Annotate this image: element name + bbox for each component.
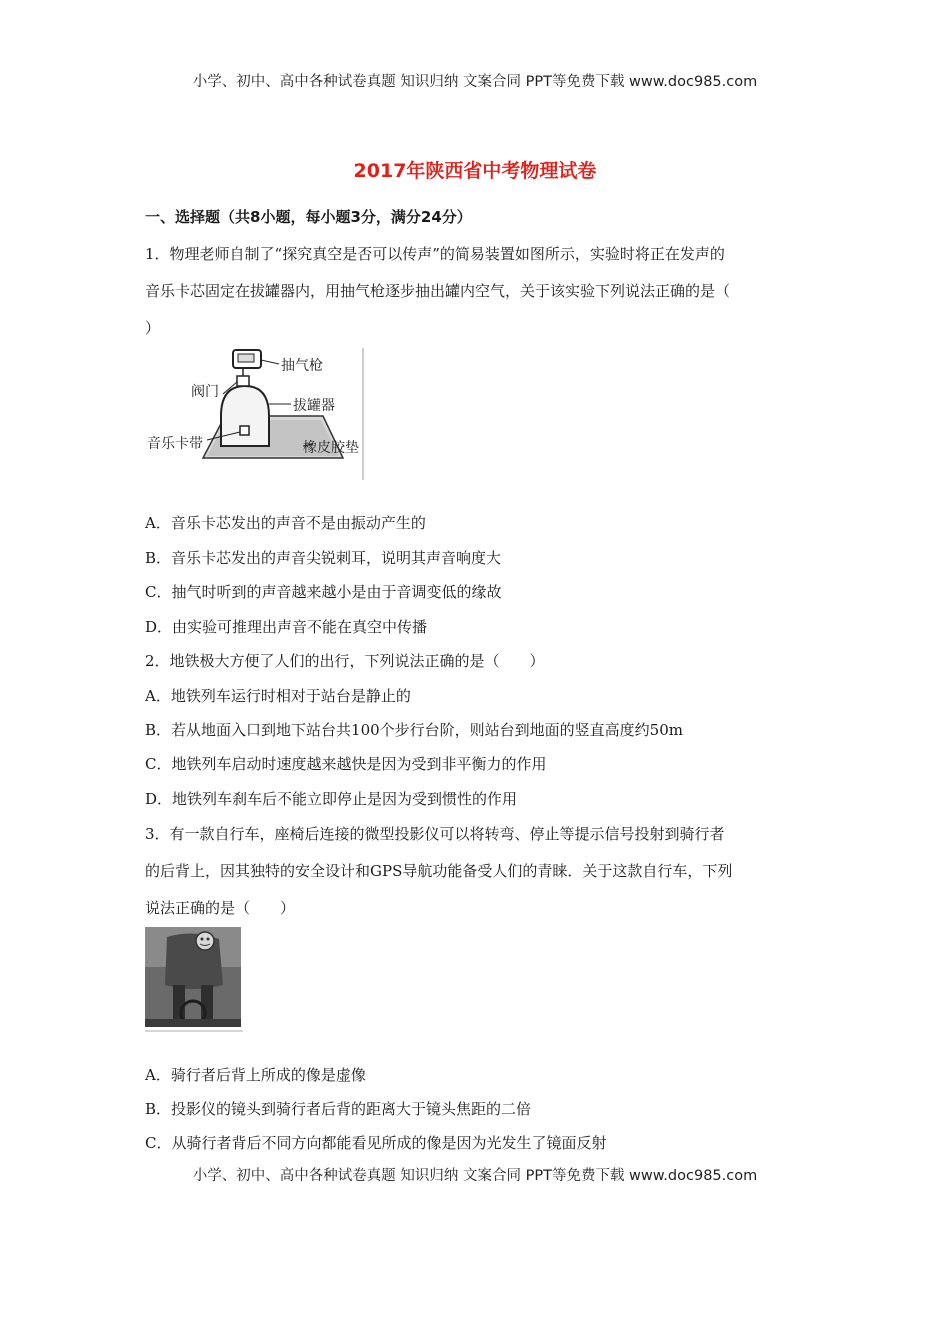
- question-2-stem-line-1: 2．地铁极大方便了人们的出行，下列说法正确的是（ ）: [145, 652, 545, 670]
- question-1-option-a: A．音乐卡芯发出的声音不是由振动产生的: [145, 514, 426, 532]
- page-footer: 小学、初中、高中各种试卷真题 知识归纳 文案合同 PPT等免费下载 www.doc985.com: [192, 1168, 758, 1184]
- question-1-stem-line-3: ）: [145, 319, 161, 337]
- question-3-option-b: B．投影仪的镜头到骑行者后背的距离大于镜头焦距的二倍: [145, 1100, 532, 1118]
- question-1-option-d: D．由实验可推理出声音不能在真空中传播: [145, 618, 428, 636]
- question-3-stem-line-2: 的后背上，因其独特的安全设计和GPS导航功能备受人们的青睐．关于这款自行车，下列: [145, 862, 733, 880]
- question-2-option-b: B．若从地面入口到地下站台共100个步行台阶，则站台到地面的竖直高度约50m: [145, 721, 683, 739]
- question-2-option-c: C．地铁列车启动时速度越来越快是因为受到非平衡力的作用: [145, 755, 547, 773]
- section-heading: 一、选择题（共8小题，每小题3分，满分24分）: [145, 208, 472, 226]
- question-1-stem-line-2: 音乐卡芯固定在拔罐器内，用抽气枪逐步抽出罐内空气，关于该实验下列说法正确的是（: [145, 282, 731, 300]
- question-1-option-c: C．抽气时听到的声音越来越小是由于音调变低的缘故: [145, 583, 502, 601]
- page-header: 小学、初中、高中各种试卷真题 知识归纳 文案合同 PPT等免费下载 www.doc985.com: [192, 74, 758, 90]
- label-pump-gun: 抽气枪: [281, 358, 323, 374]
- question-2-option-d: D．地铁列车刹车后不能立即停止是因为受到惯性的作用: [145, 790, 518, 808]
- question-2-option-a: A．地铁列车运行时相对于站台是静止的: [145, 687, 411, 705]
- question-3-stem-line-3: 说法正确的是（ ）: [145, 899, 296, 917]
- vacuum-sound-apparatus-figure: [143, 346, 368, 482]
- exam-title: 2017年陕西省中考物理试卷: [353, 160, 597, 182]
- bicycle-projector-photo: [145, 927, 243, 1039]
- question-1-stem-line-1: 1．物理老师自制了“探究真空是否可以传声”的简易装置如图所示，实验时将正在发声的: [145, 245, 725, 263]
- question-1-option-b: B．音乐卡芯发出的声音尖锐刺耳，说明其声音响度大: [145, 549, 502, 567]
- label-cupping-jar: 拔罐器: [293, 398, 335, 414]
- question-3-option-a: A．骑行者后背上所成的像是虚像: [145, 1066, 366, 1084]
- label-music-card: 音乐卡带: [147, 436, 203, 452]
- question-3-option-c: C．从骑行者背后不同方向都能看见所成的像是因为光发生了镜面反射: [145, 1134, 607, 1152]
- question-3-stem-line-1: 3．有一款自行车，座椅后连接的微型投影仪可以将转弯、停止等提示信号投射到骑行者: [145, 825, 725, 843]
- label-valve: 阀门: [191, 384, 219, 400]
- label-rubber-pad: 橡皮胶垫: [303, 440, 359, 456]
